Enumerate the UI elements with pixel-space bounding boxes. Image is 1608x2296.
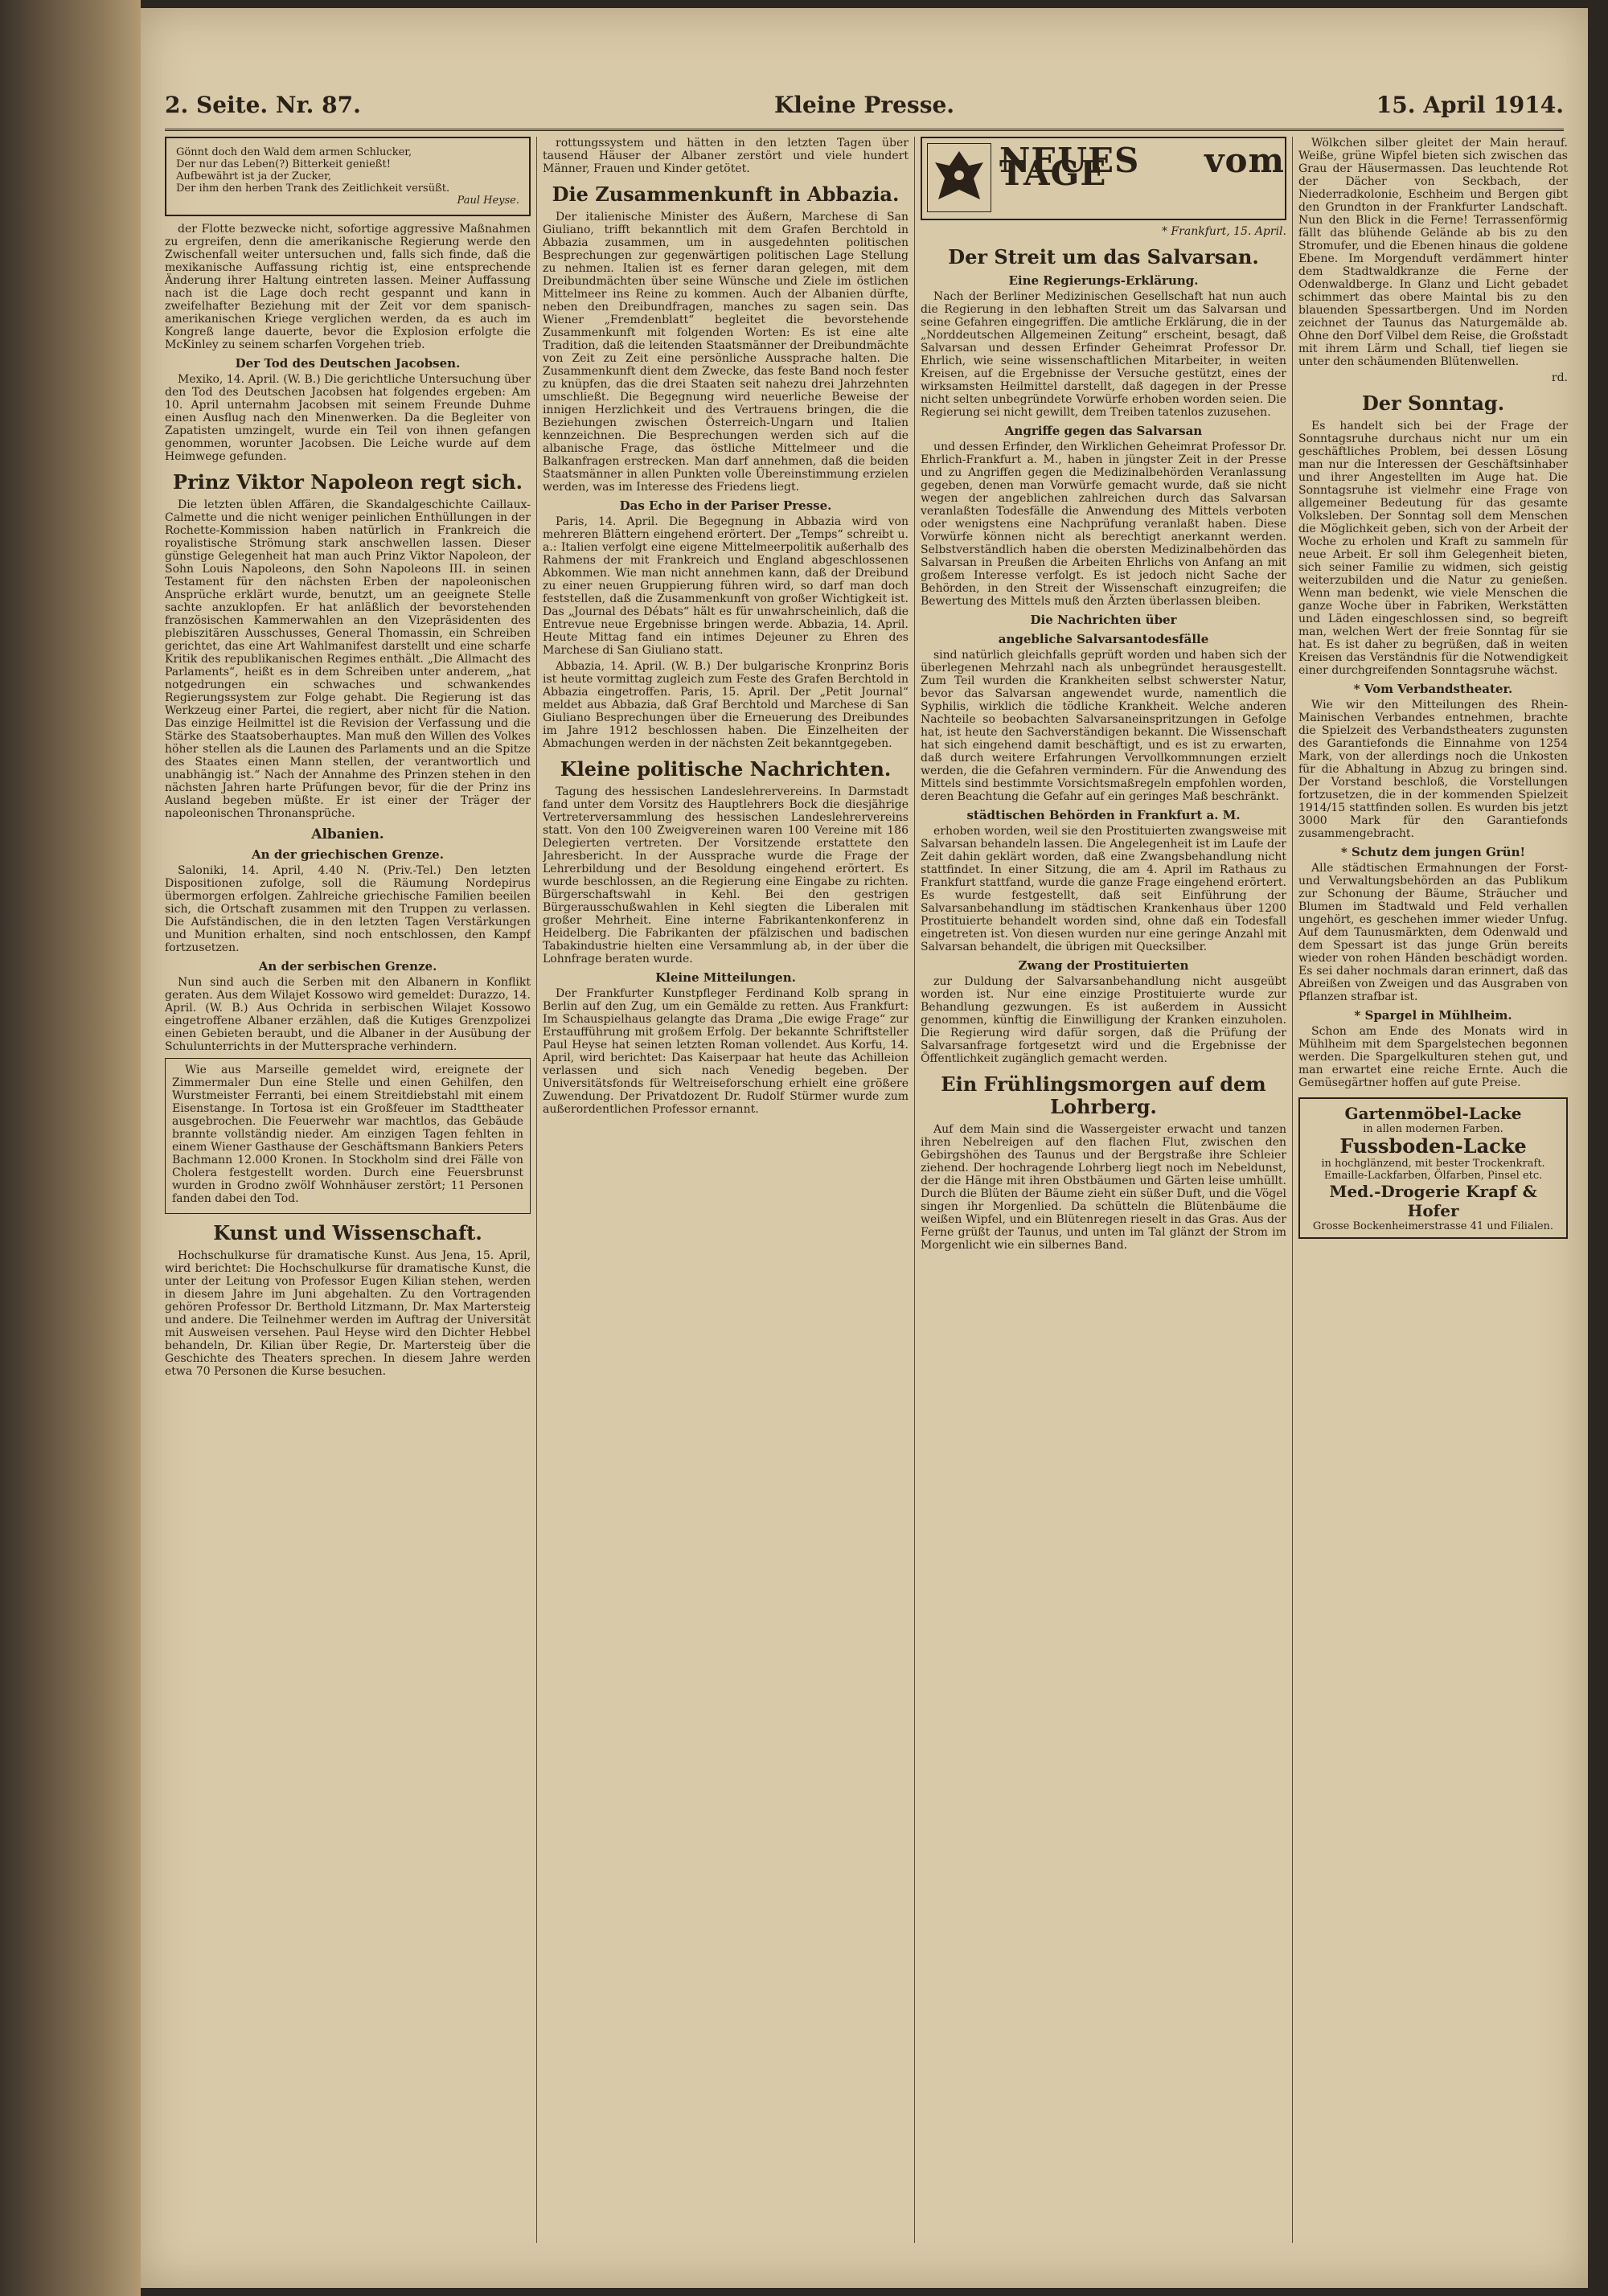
article-heading: Der Sonntag. (1361, 392, 1505, 415)
article-text: zur Duldung der Salvarsanbehandlung nicht ausgeübt worden ist. Nur eine einzige Prostituierte wurde zur Behandlung gezwungen. Es ist außerdem in Aussicht genommen, künftig die Einwilligung der Kranken einzuholen. Die Regierung wird dafür sorgen, daß die Prüfung der Salvarsanfrage fortgesetzt wird und die Ergebnisse der Öffentlichkeit zugänglich gemacht werden. (921, 975, 1286, 1065)
article-text: sind natürlich gleichfalls geprüft worden und haben sich der überlegenen Mehrzahl nach als unbegründet herausgestellt. Zum Teil wurden die Krankheiten selbst schwerster Natur, bevor das Salvarsan angewendet wurde, namentlich die Syphilis, wirklich die tödliche Krankheit. Welche anderen Nachteile so beobachten Salvarsaneinspritzungen in Gefolge hat, ist heute den Sachverständigen bekannt. Die Wissenschaft hat sich eingehend damit beschäftigt, und es ist zu erwarten, daß durch weitere Erfahrungen Vervollkommnungen erzielt werden, die die Gefahren vermindern. Für die Anwendung des Mittels sind bestimmte Vorsichtsmaßregeln empfohlen worden, deren Beachtung die Gefahr auf ein geringes Maß beschränkt. (921, 649, 1286, 803)
column-4 (1298, 137, 1568, 2243)
column-rule (536, 137, 537, 2243)
advertisement (1298, 1097, 1568, 1239)
column-1 (165, 137, 531, 2243)
column-rule (914, 137, 915, 2243)
ad-subtitle: in allen modernen Farben. (1363, 1123, 1503, 1135)
article-text: Tagung des hessischen Landeslehrervereins. In Darmstadt fand unter dem Vorsitz des Hauptlehrers Bock die diesjährige Vertreterversammlung des hessischen Landeslehrervereins statt. Von den 100 Zweigvereinen waren 100 Vereine mit 186 Delegierten vertreten. Der Vorsitzende erstattete den Jahresbericht. In der Aussprache wurde die Frage der Lehrerbildung und der Besoldung eingehend erörtert. Es wurde beschlossen, an die Regierung eine Eingabe zu richten. Bürgerschaftswahl in Kehl. Bei den gestrigen Bürgerausschußwahlen in Kehl siegten die Liberalen mit großer Mehrheit. Eine interne Fabrikantenkonferenz in Heidelberg. Die Fabrikanten der pfälzischen und badischen Tabakindustrie hielten eine Versammlung ab, in der über die Lohnfrage beraten wurde. (543, 785, 909, 966)
article-text: Der Frankfurter Kunstpfleger Ferdinand Kolb sprang in Berlin auf den Zug, um ein Gemälde zu retten. Aus Frankfurt: Im Schauspielhaus gelangte das Drama „Die ewige Frage“ zur Erstaufführung mit großem Erfolg. Der bekannte Schriftsteller Paul Heyse hat seinen letzten Roman vollendet. Aus Korfu, 14. April, wird berichtet: Das Kaiserpaar hat heute das Achilleion verlassen und sich nach Venedig begeben. Der Universitätsfonds für Weltreiseforschung erhielt eine größere Zuwendung. Der Privatdozent Dr. Rudolf Stürmer wurde zum außerordentlichen Professor ernannt. (543, 987, 909, 1116)
article-text: Alle städtischen Ermahnungen der Forst- und Verwaltungsbehörden an das Publikum zur Schonung der Bäume, Sträucher und Blumen im Stadtwald und Feld verhallen ungehört, es geschehen immer wieder Unfug. Auf dem Taunusmärkten, dem Odenwald und dem Spessart ist das junge Grün bereits wieder von rohen Händen beschädigt worden. Es sei daher nochmals daran erinnert, daß das Abreißen von Zweigen und das Ausgraben von Pflanzen strafbar ist. (1298, 862, 1568, 1003)
poem-line: Der ihm den herben Trank des Zeitlichkeit versüßt. (176, 182, 450, 195)
subheading: Das Echo in der Pariser Presse. (619, 498, 832, 513)
page-header (165, 80, 1564, 131)
article-text: Abbazia, 14. April. (W. B.) Der bulgarische Kronprinz Boris ist heute vormittag zugleich zum Feste des Grafen Berchtold in Abbazia eingetroffen. Paris, 15. April. Der „Petit Journal“ meldet aus Abbazia, daß Graf Berchtold und Marchese di San Giuliano Besprechungen über die Erneuerung des Dreibundes im Jahre 1912 beschlossen haben. Die Einzelheiten der Abmachungen werden in der nächsten Zeit bekanntgegeben. (543, 660, 909, 750)
article-heading: Ein Frühlingsmorgen auf dem Lohrberg. (941, 1072, 1266, 1118)
article-heading: Der Streit um das Salvarsan. (948, 245, 1259, 269)
page-number: 2. Seite. Nr. 87. (165, 92, 361, 118)
article-heading: Prinz Viktor Napoleon regt sich. (173, 470, 523, 494)
ad-title: Gartenmöbel-Lacke (1344, 1104, 1522, 1123)
article-text: Es handelt sich bei der Frage der Sonntagsruhe durchaus nicht nur um ein geschäftliches Problem, bei dessen Lösung man nur die Interessen der Geschäftsinhaber und ihrer Angestellten im Auge hat. Die Sonntagsruhe ist vielmehr eine Frage von allgemeiner Bedeutung für das gesamte Volksleben. Der Sonntag soll dem Menschen die Möglichkeit geben, sich von der Arbeit der Woche zu erholen und Kraft zu sammeln für neue Arbeit. Er soll ihm Gelegenheit bieten, sich seiner Familie zu widmen, sich geistig weiterzubilden und die Natur zu genießen. Wenn man bedenkt, wie viele Menschen die ganze Woche über in Fabriken, Werkstätten und Läden eingeschlossen sind, so begreift man, welchen Wert der freie Sonntag für sie hat. Es ist daher zu begrüßen, daß in weiten Kreisen das Verständnis für die Notwendigkeit einer durchgreifenden Sonntagsruhe wächst. (1298, 420, 1568, 677)
column-3 (921, 137, 1286, 2243)
article-text: Wölkchen silber gleitet der Main herauf. Weiße, grüne Wipfel bieten sich zwischen das Grau der Häusermassen. Das leuchtende Rot der Dächer von Seckbach, der Niederradkolonie, Eschheim und Bergen gibt den Grundton in der Frankfurter Landschaft. Nun den Blick in die Ferne! Terrassenförmig fällt das blühende Gelände ab bis zu den Stromufer, und die Ebenen hinaus die goldene Ebene. Im Morgenduft verdämmert hinter dem Stadtwaldkranze die Ferne der Odenwaldberge. In Glanz und Licht gebadet schimmert das obere Maintal bis zu den blauenden Spessartbergen. Und im Norden zeichnet der Taunus das Naturgemälde ab. Ohne den Dorf Vilbel dem Reise, die Großstadt mit ihrem Lärm und Schall, tief liegen sie unter den schäumenden Blütenwellen. (1298, 137, 1568, 368)
poem-box (165, 137, 531, 216)
article-text: und dessen Erfinder, den Wirklichen Geheimrat Professor Dr. Ehrlich-Frankfurt a. M., haben in jüngster Zeit in der Presse und zu Angriffen gegen die Medizinalbehörden Veranlassung gegeben, denen man Vorwürfe gemacht wurde, daß sie nicht wegen der angeblichen zahlreichen durch das Salvarsan veranlaßten Todesfälle die Anwendung des Mittels verboten oder wenigstens eine Nachprüfung veranlaßt haben. Diese Vorwürfe können nicht als berechtigt anerkannt werden. Selbstverständlich haben die obersten Medizinalbehörden das Salvarsan in Preußen die Arbeiten Ehrlichs von Anfang an mit großem Interesse verfolgt. Es ist jedoch nicht Sache der Behörden, in den Streit der Wissenschaft einzugreifen; die Bewertung des Mittels muß den Ärzten überlassen bleiben. (921, 441, 1286, 608)
article-text: der Flotte bezwecke nicht, sofortige aggressive Maßnahmen zu ergreifen, denn die amerikanische Regierung werde den Zwischenfall weiter untersuchen und, falls sich finde, daß die mexikanische Auffassung richtig ist, eine entsprechende Änderung ihrer Haltung eintreten lassen. Meiner Auffassung nach ist die Lage doch recht gespannt und kann in zweifelhafter Beziehung mit der Zeit vor dem spanisch-amerikanischen Kriege verglichen werden, da es auch im Kongreß lange dauerte, bevor die Explosion erfolgte die McKinley zu seinem scharfen Vorgehen trieb. (165, 223, 531, 351)
article-text: Mexiko, 14. April. (W. B.) Die gerichtliche Untersuchung über den Tod des Deutschen Jacobsen hat folgendes ergeben: Am 10. April unternahm Jacobsen mit seinem Freunde Duhme einen Ausflug nach den Minenwerken. Da die Begleiter von Zapatisten umzingelt, wurde ein Teil von ihnen gefangen genommen, worunter Jacobsen. Die Leiche wurde auf dem Heimwege gefunden. (165, 373, 531, 463)
subheading: städtischen Behörden in Frankfurt a. M. (966, 808, 1241, 822)
neues-vom-tage-title: NEUES vom TAGE (999, 141, 1285, 193)
subheading: angebliche Salvarsantodesfälle (998, 632, 1209, 646)
section-heading: Kleine Mitteilungen. (655, 970, 796, 985)
subheading: * Schutz dem jungen Grün! (1340, 845, 1526, 859)
article-text: rottungssystem und hätten in den letzten Tagen über tausend Häuser der Albaner zerstört und viele hundert Männer, Frauen und Kinder getötet. (543, 137, 909, 175)
book-binding-edge (0, 0, 141, 2296)
subheading: An der serbischen Grenze. (258, 959, 437, 974)
article-heading: Die Zusammenkunft in Abbazia. (552, 182, 900, 206)
ad-line: in hochglänzend, mit bester Trockenkraft. (1321, 1158, 1545, 1170)
section-heading: Albanien. (311, 826, 384, 843)
subheading: Die Nachrichten über (1030, 613, 1177, 627)
dateline: * Frankfurt, 15. April. (1161, 225, 1286, 238)
article-text: Schon am Ende des Monats wird in Mühlheim mit dem Spargelstechen begonnen werden. Die Spargelkulturen stehen gut, und man erwartet eine reiche Ernte. Auch die Gemüsegärtner hoffen auf gute Preise. (1298, 1025, 1568, 1089)
article-text: Nach der Berliner Medizinischen Gesellschaft hat nun auch die Regierung in den lebhaften Streit um das Salvarsan und seine Gefahren eingegriffen. Die amtliche Erklärung, die in der „Norddeutschen Allgemeinen Zeitung“ erscheint, besagt, daß Salvarsan und dessen Erfinder Geheimrat Professor Dr. Ehrlich, wie seine wissenschaftlichen Mitarbeiter, in weiten Kreisen, auf die Ergebnisse der Versuche gestützt, eines der wirksamsten Heilmittel darstellt, daß dagegen in der Presse nicht selten unbegründete Vorwürfe erhoben worden seien. Die Regierung sei nicht gewillt, dem Treiben tatenlos zuzusehen. (921, 290, 1286, 419)
subheading: * Vom Verbandstheater. (1353, 682, 1513, 696)
eagle-emblem-icon (927, 143, 991, 212)
article-text: Nun sind auch die Serben mit den Albanern in Konflikt geraten. Aus dem Wilajet Kossowo wird gemeldet: Durazzo, 14. April. (W. B.) Aus Ochrida in serbischen Wilajet Kossowo eingetroffene Albaner erzählen, daß die Kutiges Grenzpolizei einen Gebieten beraubt, und die Albaner in der Ausübung der Schulunterrichts in der Muttersprache verhindern. (165, 976, 531, 1053)
article-text: Auf dem Main sind die Wassergeister erwacht und tanzen ihren Nebelreigen auf den flachen Flut, zwischen den Gebirgshöhen des Taunus und der Bergstraße ihre Schleier ziehend. Der hochragende Lohrberg liegt noch im Nebeldunst, der die Hänge mit ihren Obstbäumen und Gärten leise umhüllt. Durch die Blüten der Bäume zieht ein süßer Duft, und die Vögel singen ihr Morgenlied. Da schütteln die Blütenbäume die weißen Wipfel, und ein Blütenregen rieselt in das Gras. Aus der Ferne grüßt der Taunus, und unten im Tal glänzt der Strom im Morgenlicht wie ein silbernes Band. (921, 1123, 1286, 1252)
section-heading: Kunst und Wissenschaft. (213, 1221, 482, 1244)
column-2 (543, 137, 909, 2243)
subheading: An der griechischen Grenze. (252, 847, 444, 862)
issue-date: 15. April 1914. (1376, 92, 1564, 118)
article-text: Saloniki, 14. April, 4.40 N. (Priv.-Tel.) Den letzten Dispositionen zufolge, soll die Räumung Nordepirus übermorgen erfolgen. Zahlreiche griechische Familien beeilen sich, die Ortschaft zusammen mit den Truppen zu verlassen. Die Aufständischen, die in den letzten Tagen Verstärkungen und Munition erhalten, sind noch entschlossen, den Kampf fortzusetzen. (165, 864, 531, 954)
author-initials: rd. (1551, 371, 1568, 384)
misc-news-box (165, 1058, 531, 1214)
poem-line: Aufbewährt ist ja der Zucker, (176, 170, 332, 182)
subheading: Eine Regierungs-Erklärung. (1008, 273, 1199, 288)
ad-headline: Fussboden-Lacke (1339, 1134, 1527, 1158)
column-rule (1292, 137, 1293, 2243)
poem-author: Paul Heyse. (457, 195, 519, 207)
article-text: Wie wir den Mitteilungen des Rhein-Mainischen Verbandes entnehmen, brachte die Spielzeit des Verbandstheaters zugunsten des Garantiefonds die Einnahme von 1254 Mark, von der allerdings noch die Unkosten für die Abhaltung in Abzug zu bringen sind. Der Vorstand beschloß, die Vorstellungen fortzusetzen, die in der kommenden Spielzeit 1914/15 stattfinden sollen. Es wurden bis jetzt 3000 Mark für den Garantiefonds zusammengebracht. (1298, 699, 1568, 840)
article-text: Der italienische Minister des Äußern, Marchese di San Giuliano, trifft bekanntlich mit dem Grafen Berchtold in Abbazia zusammen, um in ausgedehnten politischen Besprechungen zur gegenwärtigen politischen Lage Stellung zu nehmen. Italien ist es ferner daran gelegen, mit dem Dreibundmächten über seine Wünsche und Ziele im östlichen Mittelmeer ins Reine zu kommen. Auch der Albanien dürfte, neben den Dreibundfragen, manches zu sagen sein. Das Wiener „Fremdenblatt“ begleitet die bevorstehende Zusammenkunft mit folgenden Worten: Es ist eine alte Tradition, daß die leitenden Staatsmänner der Dreibundmächte von Zeit zu Zeit eine persönliche Aussprache halten. Die Zusammenkunft dient dem Zwecke, das feste Band noch fester zu knüpfen, das die drei Staaten seit nahezu drei Jahrzehnten umschließt. Die Begegnung wird neuerliche Beweise der innigen Herzlichkeit und des Vertrauens bringen, die die Beziehungen zwischen Österreich-Ungarn und Italien kennzeichnen. Die Besprechungen werden sich auf die albanische Frage, das östliche Mittelmeer und die Balkanfragen erstrecken. Man darf annehmen, daß die beiden Staatsmänner in allen Punkten volle Übereinstimmung erzielen werden, was im Interesse des Friedens liegt. (543, 211, 909, 494)
newspaper-name: Kleine Presse. (773, 92, 955, 118)
subheading: * Spargel in Mühlheim. (1354, 1008, 1512, 1023)
article-text: Paris, 14. April. Die Begegnung in Abbazia wird von mehreren Blättern eingehend erörtert. Der „Temps“ schreibt u. a.: Italien verfolgt eine eigene Mittelmeerpolitik außerhalb des Rahmens der mit Frankreich und England abgeschlossenen Abkommen. Wie man nicht annehmen kann, daß der Dreibund zu einer neuen Gruppierung führen wird, so darf man doch feststellen, daß die Zusammenkunft von großer Wichtigkeit ist. Das „Journal des Débats“ hält es für unwahrscheinlich, daß die Entrevue neue Ergebnisse bringen werde. Abbazia, 14. April. Heute Mittag fand ein intimes Dejeuner zu Ehren des Marchese di San Giuliano statt. (543, 515, 909, 657)
poem-line: Gönnt doch den Wald dem armen Schlucker, (176, 146, 412, 158)
poem-line: Der nur das Leben(?) Bitterkeit genießt! (176, 158, 391, 170)
article-heading: Der Tod des Deutschen Jacobsen. (235, 356, 461, 371)
ad-line: Emaille-Lackfarben, Ölfarben, Pinsel etc. (1323, 1170, 1543, 1182)
article-text: Hochschulkurse für dramatische Kunst. Aus Jena, 15. April, wird berichtet: Die Hochschulkurse für dramatische Kunst, die unter der Leitung von Professor Eugen Kilian stehen, werden in diesem Jahre im Juni abgehalten. Zu den Vortragenden gehören Professor Dr. Berthold Litzmann, Dr. Max Martersteig und andere. Die Teilnehmer werden im Auftrag der Universität mit Ausweisen versehen. Paul Heyse wird den Dichter Hebbel behandeln, Dr. Kilian über Regie, Dr. Martersteig über die Geschichte des Theaters sprechen. In diesem Jahre werden etwa 70 Personen die Kurse besuchen. (165, 1249, 531, 1378)
article-text: Die letzten üblen Affären, die Skandalgeschichte Caillaux-Calmette und die nicht weniger peinlichen Enthüllungen in der Rochette-Kommission haben natürlich in Frankreich die royalistische Strömung stark anschwellen lassen. Dieser günstige Gelegenheit hat man auch Prinz Viktor Napoleon, der Sohn Louis Napoleons, den Sohn Napoleons III. in seinen Testament für den nächsten Erben der napoleonischen Ansprüche erklärt wurde, benutzt, um an geeignete Stelle sachte anzuklopfen. Er hat anläßlich der bevorstehenden französischen Kammerwahlen an den Vizepräsidenten des plebiszitären Ausschusses, General Thomassin, ein Schreiben gerichtet, das eine Art Wahlmanifest darstellt und eine scharfe Kritik des republikanischen Regimes enthält. „Die Allmacht des Parlaments“, heißt es in dem Schreiben unter anderem, „hat notgedrungen ein schwaches und schwankendes Regierungssystem zur Folge gehabt. Die Regierung ist das Werkzeug einer Partei, die regiert, aber nicht für die Nation. Das einzige Heilmittel ist die Revision der Verfassung und die Stärke des Staatsoberhauptes. Man muß den Willen des Volkes höher stellen als die Launen des Parlaments und an die Spitze des Staates einen Mann stellen, der verantwortlich und unabhängig ist.“ Nach der Annahme des Prinzen stehen in den nächsten Jahren harte Prüfungen bevor, für die der Prinz ins Ausland begeben müßte. Er ist einer der Träger der napoleonischen Thronansprüche. (165, 498, 531, 820)
section-heading: Kleine politische Nachrichten. (560, 757, 892, 781)
article-text: Wie aus Marseille gemeldet wird, ereignete der Zimmermaler Dun eine Stelle und einen Gehilfen, den Wurstmeister Ferranti, bei einem Streitdiebstahl mit einem Eisenstange. In Tortosa ist ein Großfeuer im Stadttheater ausgebrochen. Die Feuerwehr war machtlos, das Gebäude brannte vollständig nieder. Am einzigen Tagen fehlten in einem Wiener Gasthause der Geschäftsmann Bankiers Peters Bachmann 12.000 Kronen. In Stockholm sind drei Fälle von Cholera festgestellt worden. Durch eine Feuersbrunst wurden in Grodno zwölf Wohnhäuser zerstört; 11 Personen fanden dabei den Tod. (172, 1064, 523, 1205)
ad-shop-name: Med.-Drogerie Krapf & Hofer (1329, 1182, 1537, 1220)
subheading: Angriffe gegen das Salvarsan (1004, 424, 1203, 438)
article-text: erhoben worden, weil sie den Prostituierten zwangsweise mit Salvarsan behandeln lassen. Die Angelegenheit ist im Laufe der Zeit dahin geklärt worden, daß eine Zwangsbehandlung nicht stattfindet. In einer Sitzung, die am 4. April im Rathaus zu Frankfurt stattfand, wurde die ganze Frage eingehend erörtert. Es wurde festgestellt, daß seit Einführung der Salvarsanbehandlung im städtischen Krankenhaus über 1200 Prostituierte behandelt worden sind, ohne daß ein Todesfall eingetreten ist. Von diesen wurden nur eine geringe Anzahl mit Salvarsan behandelt, die übrigen mit Quecksilber. (921, 825, 1286, 953)
newspaper-page (141, 8, 1588, 2288)
ad-address: Grosse Bockenheimerstrasse 41 und Filialen. (1312, 1220, 1554, 1232)
subheading: Zwang der Prostituierten (1018, 958, 1189, 973)
neues-vom-tage-banner (921, 137, 1286, 220)
